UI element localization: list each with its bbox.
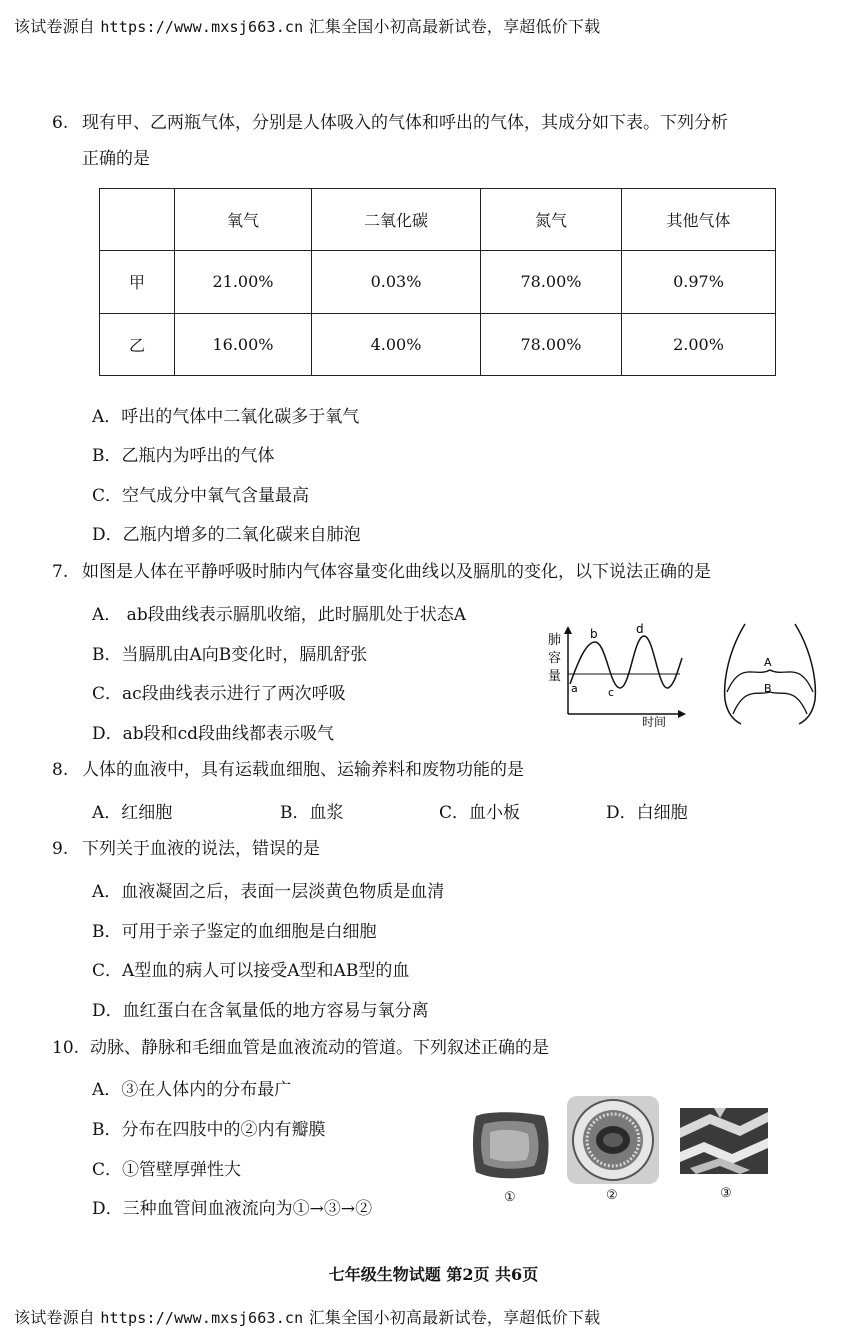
table-row xyxy=(100,251,776,313)
question-text-cont: 正确的是 xyxy=(82,149,150,169)
banner-suffix: 汇集全国小初高最新试卷，享超低价下载 xyxy=(308,1308,601,1327)
page-footer: 七年级生物试题 第2页 共6页 xyxy=(328,1265,539,1284)
question-number: 6. xyxy=(52,113,69,133)
option-c[interactable]: C．①管壁厚弹性大 xyxy=(92,1160,242,1180)
question-number: 7. xyxy=(52,562,69,582)
source-banner-bottom xyxy=(14,1305,600,1328)
table-cell: 16.00% xyxy=(175,313,312,375)
option-b[interactable]: B．可用于亲子鉴定的血细胞是白细胞 xyxy=(92,922,377,942)
option-a[interactable]: A．血液凝固之后，表面一层淡黄色物质是血清 xyxy=(92,882,445,902)
option-d[interactable]: D．ab段和cd段曲线都表示吸气 xyxy=(92,724,335,744)
table-header-cell: 氧气 xyxy=(175,189,312,251)
point-label-b: b xyxy=(590,627,598,641)
question-8 xyxy=(0,758,867,784)
gas-composition-table xyxy=(99,188,776,376)
source-banner-top xyxy=(14,14,600,37)
option-c[interactable]: C．空气成分中氧气含量最高 xyxy=(92,486,310,506)
question-text: 如图是人体在平静呼吸时肺内气体容量变化曲线以及膈肌的变化，以下说法正确的是 xyxy=(82,562,711,582)
table-header-cell: 二氧化碳 xyxy=(312,189,481,251)
question-number: 8. xyxy=(52,760,69,780)
option-d[interactable]: D．血红蛋白在含氧量低的地方容易与氧分离 xyxy=(92,1001,429,1021)
table-cell: 2.00% xyxy=(622,313,776,375)
table-cell: 21.00% xyxy=(175,251,312,313)
option-a[interactable]: A．③在人体内的分布最广 xyxy=(92,1080,292,1100)
lung-volume-graph xyxy=(540,622,692,728)
banner-prefix: 该试卷源自 xyxy=(14,1308,96,1327)
axis-label-y: 量 xyxy=(548,669,562,684)
option-d[interactable]: D．乙瓶内增多的二氧化碳来自肺泡 xyxy=(92,525,361,545)
vessel-label-2: ② xyxy=(606,1188,618,1203)
table-cell: 乙 xyxy=(100,313,175,375)
banner-suffix: 汇集全国小初高最新试卷，享超低价下载 xyxy=(308,17,601,36)
question-text: 动脉、静脉和毛细血管是血液流动的管道。下列叙述正确的是 xyxy=(90,1038,549,1058)
state-label-a: A xyxy=(764,656,772,669)
table-cell: 78.00% xyxy=(481,313,622,375)
question-text: 下列关于血液的说法，错误的是 xyxy=(82,839,320,859)
option-b[interactable]: B．当膈肌由A向B变化时，膈肌舒张 xyxy=(92,645,368,665)
question-7 xyxy=(0,560,867,586)
table-cell: 0.97% xyxy=(622,251,776,313)
axis-label-y: 肺 xyxy=(548,633,562,648)
question-10 xyxy=(0,1036,867,1062)
option-a[interactable]: A． ab段曲线表示膈肌收缩，此时膈肌处于状态A xyxy=(92,605,466,625)
question-number: 9. xyxy=(52,839,69,859)
question-number: 10. xyxy=(52,1038,80,1058)
table-row xyxy=(100,313,776,375)
option-b[interactable]: B．血浆 xyxy=(280,803,344,823)
vessel-label-1: ① xyxy=(504,1190,516,1205)
table-cell: 4.00% xyxy=(312,313,481,375)
question-6 xyxy=(0,111,867,171)
point-label-c: c xyxy=(608,686,615,699)
option-c[interactable]: C．血小板 xyxy=(439,803,521,823)
state-label-b: B xyxy=(764,682,772,695)
table-cell: 甲 xyxy=(100,251,175,313)
table-cell: 78.00% xyxy=(481,251,622,313)
question-text: 人体的血液中，具有运载血细胞、运输养料和废物功能的是 xyxy=(82,760,524,780)
question-9 xyxy=(0,837,867,863)
option-b[interactable]: B．乙瓶内为呼出的气体 xyxy=(92,446,275,466)
axis-label-x: 时间 xyxy=(642,715,667,728)
point-label-a: a xyxy=(571,682,578,695)
option-a[interactable]: A．红细胞 xyxy=(92,803,173,823)
diaphragm-diagram xyxy=(715,620,825,728)
question-text: 现有甲、乙两瓶气体，分别是人体吸入的气体和呼出的气体，其成分如下表。下列分析 xyxy=(82,113,728,133)
option-d[interactable]: D．白细胞 xyxy=(606,803,688,823)
vessel-figure-3 xyxy=(680,1108,768,1174)
table-header-cell: 其他气体 xyxy=(622,189,776,251)
option-c[interactable]: C．A型血的病人可以接受A型和AB型的血 xyxy=(92,961,410,981)
banner-url[interactable]: https://www.mxsj663.cn xyxy=(100,1309,304,1327)
option-c[interactable]: C．ac段曲线表示进行了两次呼吸 xyxy=(92,684,346,704)
banner-url[interactable]: https://www.mxsj663.cn xyxy=(100,18,304,36)
vessel-figure-2 xyxy=(565,1094,661,1186)
option-d[interactable]: D．三种血管间血液流向为①→③→② xyxy=(92,1199,373,1219)
vessel-figure-1 xyxy=(470,1108,552,1182)
option-b[interactable]: B．分布在四肢中的②内有瓣膜 xyxy=(92,1120,326,1140)
table-header-cell xyxy=(100,189,175,251)
point-label-d: d xyxy=(636,622,644,636)
banner-prefix: 该试卷源自 xyxy=(14,17,96,36)
table-cell: 0.03% xyxy=(312,251,481,313)
vessel-label-3: ③ xyxy=(720,1186,732,1201)
option-a[interactable]: A．呼出的气体中二氧化碳多于氧气 xyxy=(92,407,360,427)
table-header-cell: 氮气 xyxy=(481,189,622,251)
table-header-row xyxy=(100,189,776,251)
axis-label-y: 容 xyxy=(548,651,562,666)
